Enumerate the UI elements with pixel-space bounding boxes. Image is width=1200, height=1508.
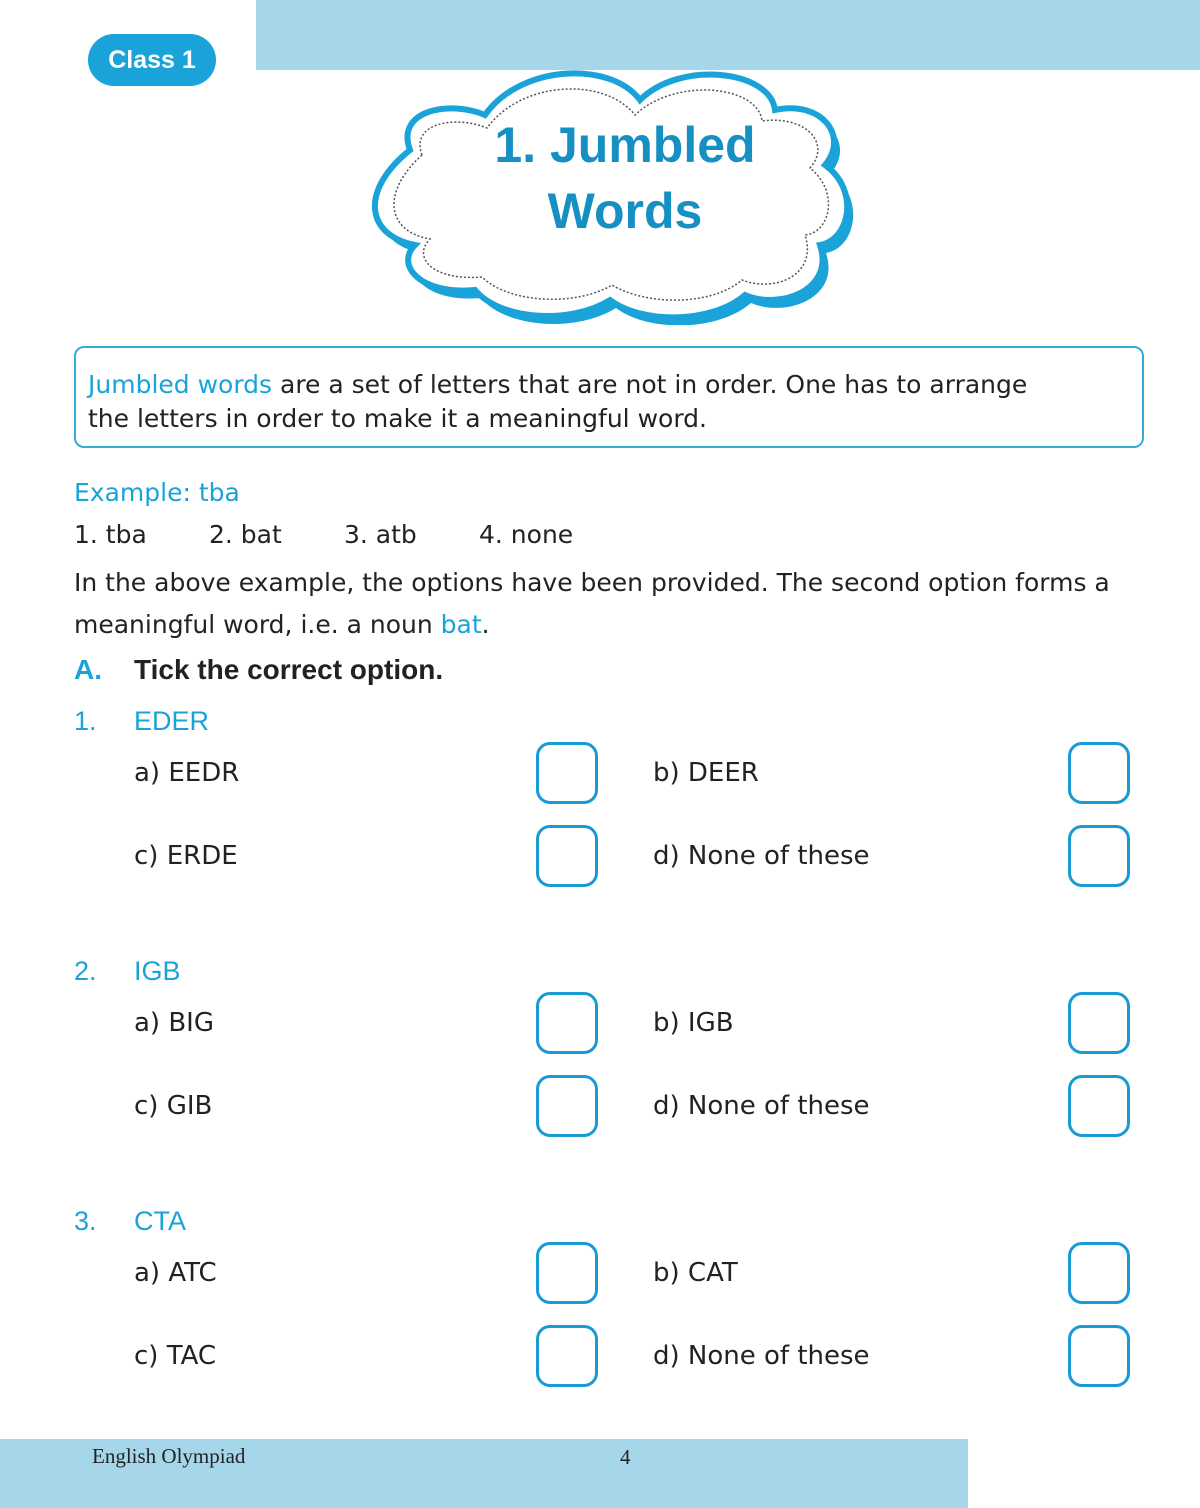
option-a: a) BIG (134, 1008, 214, 1038)
footer-book-title: English Olympiad (92, 1444, 246, 1468)
definition-text: are a set of letters that are not in order. One has to arrange (272, 370, 1028, 399)
question-word: EDER (134, 706, 210, 736)
example-options (74, 520, 1074, 549)
question-number: 2. (74, 956, 97, 986)
checkbox-q1-a[interactable] (536, 742, 598, 804)
example-option: 3. atb (344, 520, 417, 549)
option-c: c) TAC (134, 1341, 217, 1371)
option-d: d) None of these (653, 841, 870, 871)
explanation-highlight: bat (440, 610, 482, 639)
checkbox-q3-b[interactable] (1068, 1242, 1130, 1304)
example-option: 4. none (479, 520, 574, 549)
explanation-text: In the above example, the options have been provided. The second option forms a meaningful word, i.e. a noun (74, 568, 1110, 639)
section-letter: A. (74, 654, 102, 685)
page-number: 4 (620, 1445, 631, 1469)
example-explanation (74, 562, 1144, 646)
option-d: d) None of these (653, 1091, 870, 1121)
definition-text-line2: the letters in order to make it a meaningful word. (88, 404, 707, 433)
option-b: b) DEER (653, 758, 759, 788)
checkbox-q1-b[interactable] (1068, 742, 1130, 804)
title-line-2: Words (547, 183, 703, 239)
question-number: 1. (74, 706, 97, 736)
option-c: c) GIB (134, 1091, 213, 1121)
option-b: b) CAT (653, 1258, 738, 1288)
class-badge: Class 1 (88, 34, 216, 86)
option-a: a) ATC (134, 1258, 217, 1288)
checkbox-q2-b[interactable] (1068, 992, 1130, 1054)
option-c: c) ERDE (134, 841, 238, 871)
checkbox-q3-a[interactable] (536, 1242, 598, 1304)
checkbox-q2-a[interactable] (536, 992, 598, 1054)
option-a: a) EEDR (134, 758, 240, 788)
example-heading: Example: tba (74, 478, 240, 507)
checkbox-q1-c[interactable] (536, 825, 598, 887)
checkbox-q1-d[interactable] (1068, 825, 1130, 887)
question-number: 3. (74, 1206, 97, 1236)
checkbox-q2-d[interactable] (1068, 1075, 1130, 1137)
checkbox-q2-c[interactable] (536, 1075, 598, 1137)
page-title (420, 112, 830, 244)
section-title: Tick the correct option. (134, 654, 444, 685)
title-line-1: 1. Jumbled (494, 117, 756, 173)
option-d: d) None of these (653, 1341, 870, 1371)
explanation-end: . (481, 610, 490, 639)
question-word: IGB (134, 956, 181, 986)
definition-term: Jumbled words (88, 370, 273, 399)
checkbox-q3-c[interactable] (536, 1325, 598, 1387)
checkbox-q3-d[interactable] (1068, 1325, 1130, 1387)
example-option: 1. tba (74, 520, 147, 549)
definition-box (74, 346, 1144, 448)
option-b: b) IGB (653, 1008, 734, 1038)
question-word: CTA (134, 1206, 186, 1236)
example-option: 2. bat (209, 520, 282, 549)
